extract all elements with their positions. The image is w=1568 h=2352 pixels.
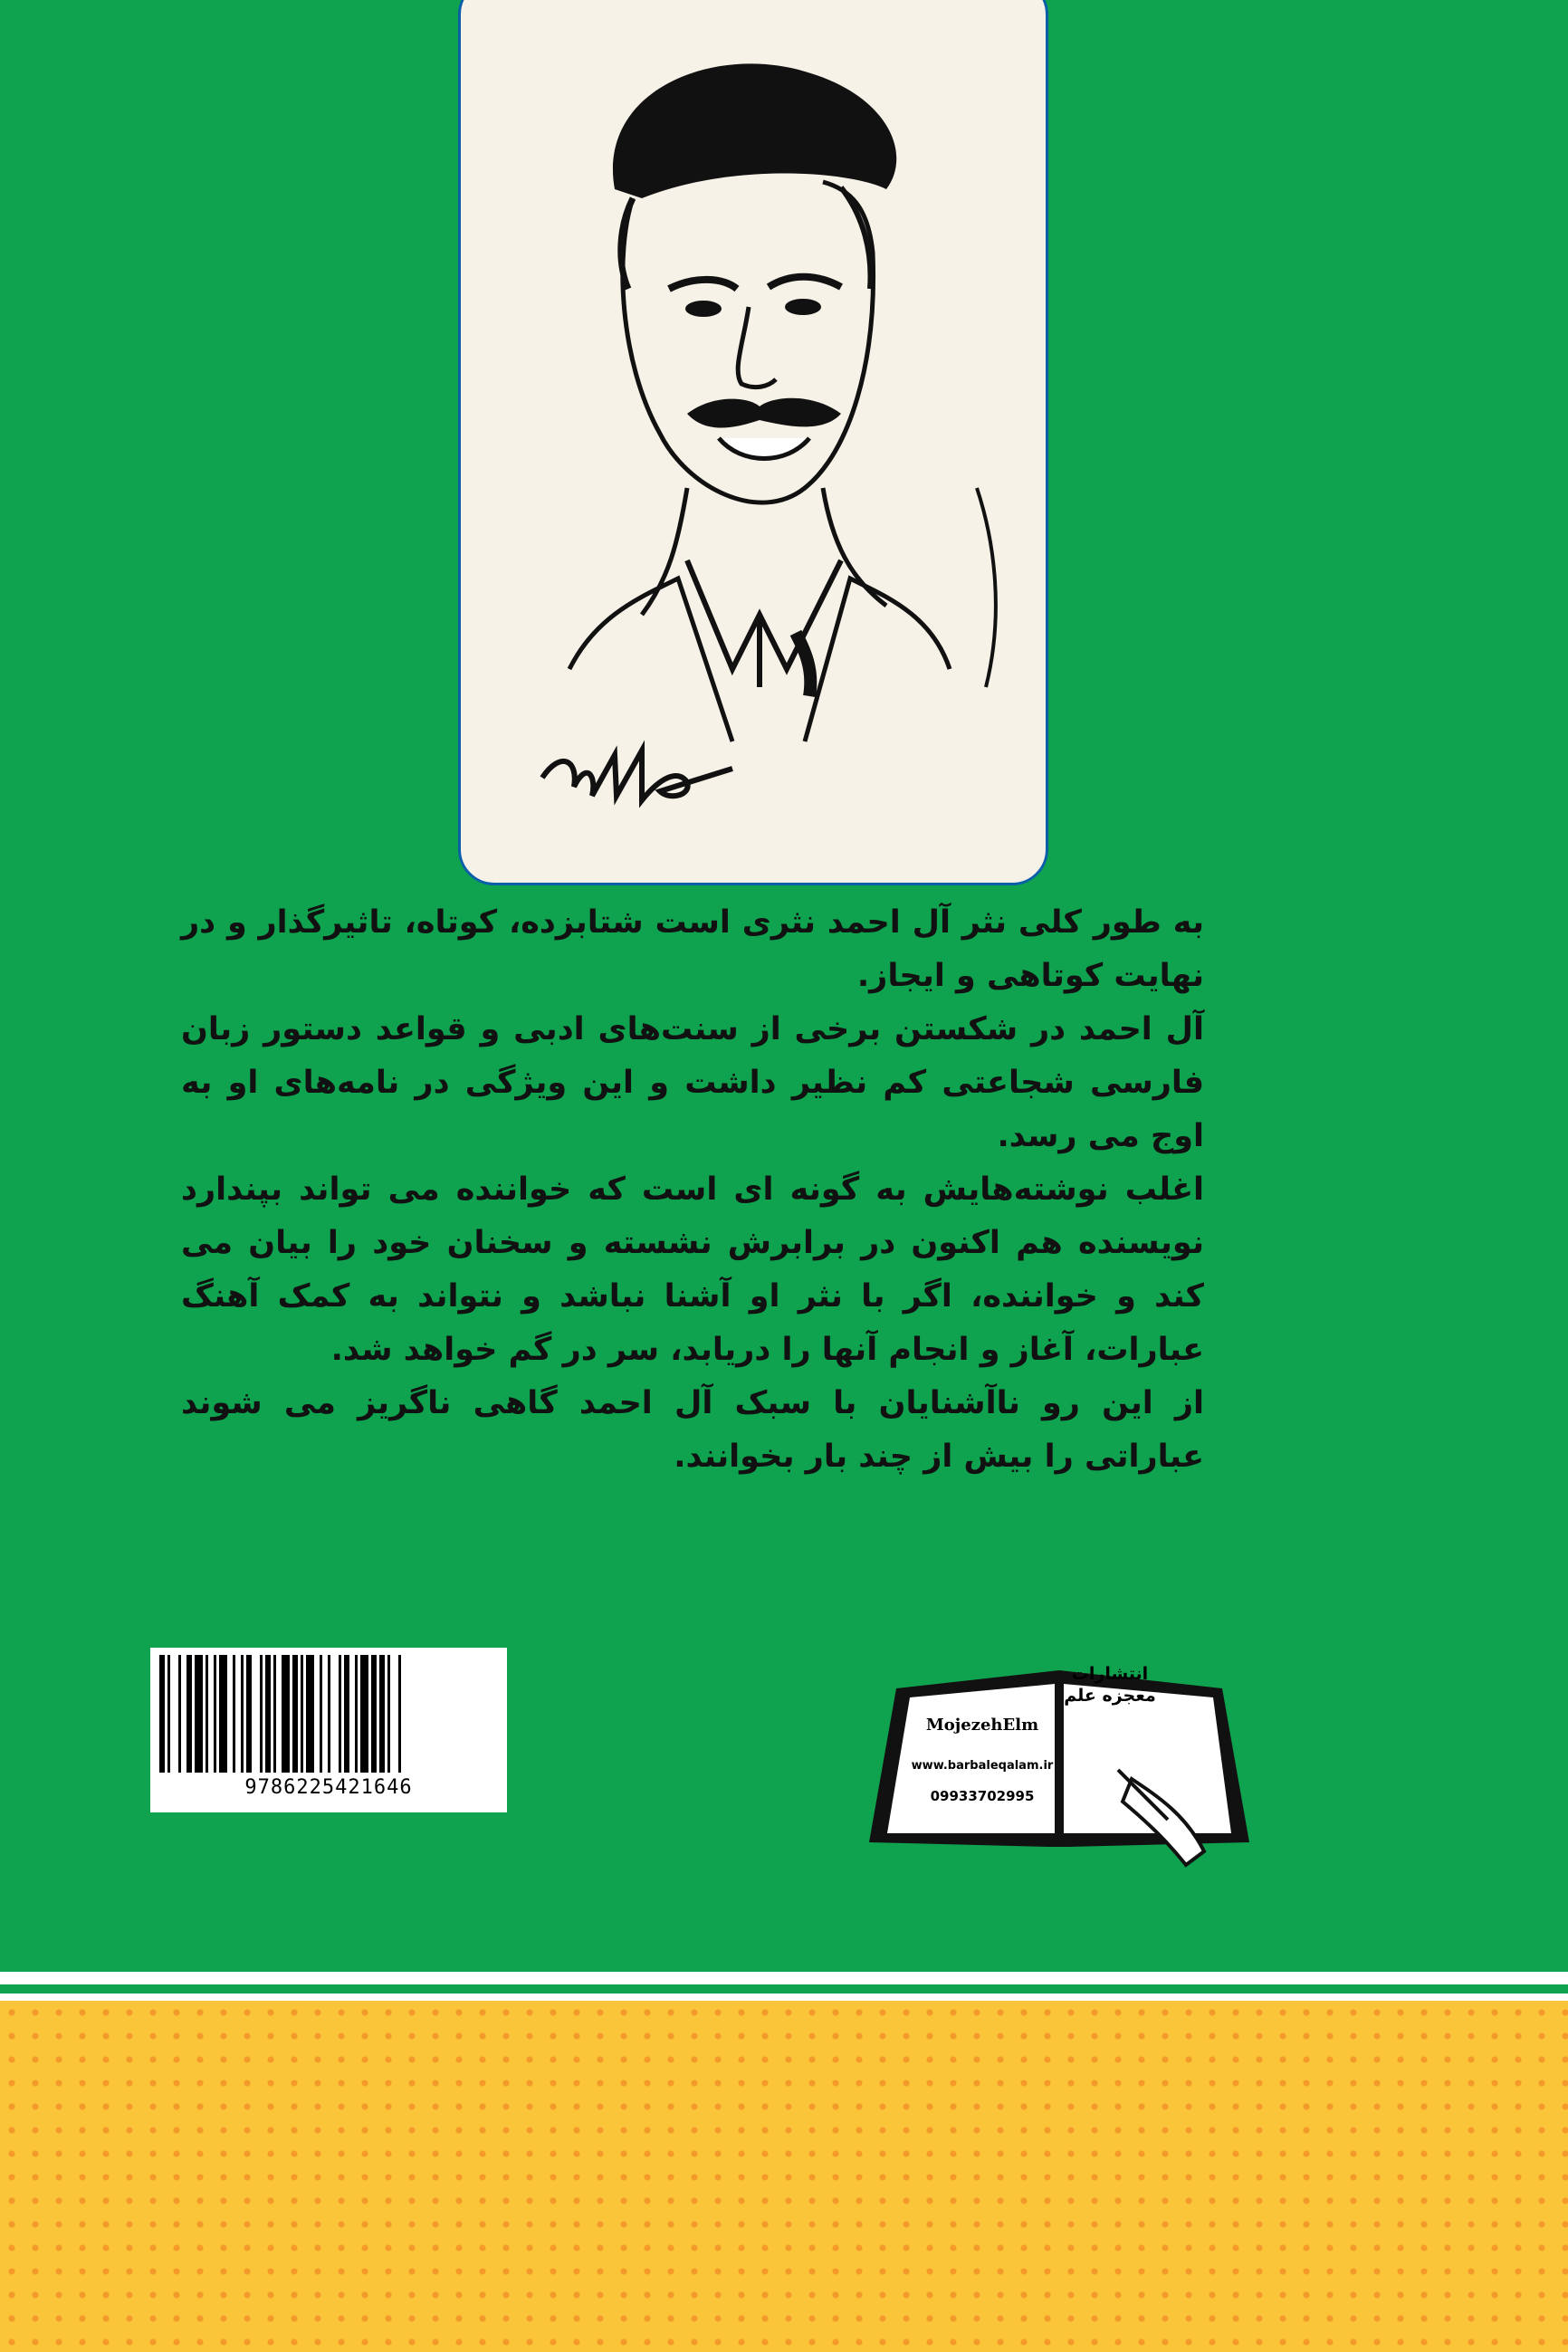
publisher-logo	[860, 1643, 1258, 1879]
barcode-bar	[206, 1655, 208, 1773]
blurb-paragraph-1: به طور کلی نثر آل احمد نثری است شتابزده، کوتاه، تاثیرگذار و در نهایت کوتاهی و ایجاز.	[181, 904, 1204, 994]
divider-stripe-thin	[0, 1993, 1568, 2001]
barcode-bar	[355, 1655, 358, 1773]
back-cover-blurb	[181, 896, 1204, 1484]
publisher-name-fa-line2: معجزه علم	[1064, 1686, 1156, 1706]
barcode-bar	[260, 1655, 263, 1773]
barcode-bar	[301, 1655, 303, 1773]
barcode-bars	[159, 1655, 498, 1773]
barcode-bar	[371, 1655, 377, 1773]
publisher-name-en: MojezehElm	[925, 1716, 1039, 1735]
barcode-bar	[178, 1655, 181, 1773]
publisher-name-fa-line1: انتشارات	[1071, 1664, 1149, 1684]
barcode-bar	[387, 1655, 390, 1773]
publisher-website: www.barbaleqalam.ir	[911, 1759, 1054, 1773]
barcode-bar	[339, 1655, 341, 1773]
barcode-bar	[344, 1655, 349, 1773]
blurb-paragraph-2: آل احمد در شکستن برخی از سنت‌های ادبی و قواعد دستور زبان فارسی شجاعتی کم نظیر داشت و این ویژگی در نامه‌های او به اوج می رسد.	[181, 1011, 1204, 1154]
isbn-number: 9786225421646	[244, 1776, 413, 1799]
barcode-bar	[306, 1655, 314, 1773]
barcode-bar	[219, 1655, 227, 1773]
publisher-phone: 09933702995	[930, 1788, 1035, 1804]
barcode-bar	[233, 1655, 235, 1773]
isbn-barcode	[150, 1648, 507, 1812]
barcode-bar	[328, 1655, 330, 1773]
barcode-bar	[379, 1655, 385, 1773]
barcode-bar	[292, 1655, 298, 1773]
barcode-bar	[167, 1655, 170, 1773]
barcode-bar	[214, 1655, 216, 1773]
barcode-bar	[265, 1655, 271, 1773]
barcode-bar	[282, 1655, 290, 1773]
barcode-bar	[241, 1655, 244, 1773]
barcode-bar	[273, 1655, 276, 1773]
barcode-bar	[320, 1655, 322, 1773]
author-portrait-frame	[458, 0, 1048, 885]
author-sketch-illustration	[461, 0, 1046, 883]
barcode-bar	[186, 1655, 192, 1773]
barcode-bar	[246, 1655, 252, 1773]
divider-stripe	[0, 1972, 1568, 1984]
barcode-bar	[360, 1655, 368, 1773]
barcode-bar	[159, 1655, 165, 1773]
blurb-paragraph-4: از این رو ناآشنایان با سبک آل احمد گاهی ناگریز می شوند عباراتی را بیش از چند بار بخوانند.	[181, 1385, 1204, 1475]
barcode-bar	[398, 1655, 401, 1773]
divider-stripe-green	[0, 1984, 1568, 1993]
blurb-paragraph-3: اغلب نوشته‌هایش به گونه ای است که خواننده می تواند بپندارد نویسنده هم اکنون در برابرش نشسته و سخنان خود را بیان می کند و خواننده، اگر با نثر او آشنا نباشد و نتواند به کمک آهنگ عبارات، آغاز و انجام آنها را دریابد، سر در گم خواهد شد.	[181, 1171, 1204, 1368]
publisher-name-fa	[1059, 1663, 1161, 1707]
dotted-pattern-band	[0, 2001, 1568, 2352]
barcode-bar	[195, 1655, 203, 1773]
